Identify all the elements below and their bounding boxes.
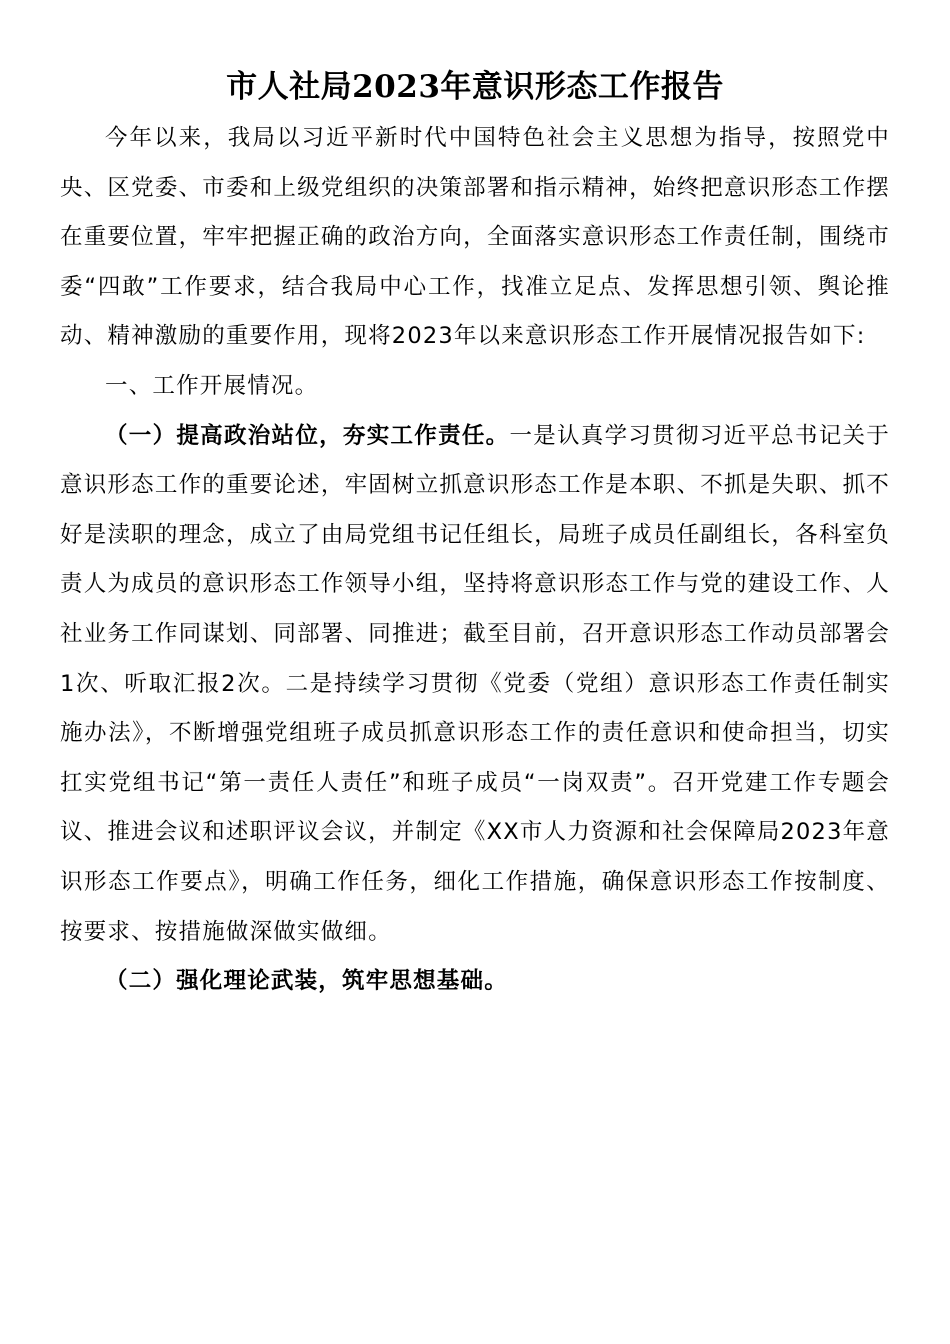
item-1-heading: （一）提高政治站位，夯实工作责任。: [105, 422, 510, 449]
item-1-paragraph: [60, 412, 890, 958]
item-1-body: 一是认真学习贯彻习近平总书记关于意识形态工作的重要论述，牢固树立抓意识形态工作是本职、不抓是失职、抓不好是渎职的理念，成立了由局党组书记任组长，局班子成员任副组长，各科室负责人为成员的意识形态工作领导小组，坚持将意识形态工作与党的建设工作、人社业务工作同谋划、同部署、同推进；截至目前，召开意识形态工作动员部署会1次、听取汇报2次。二是持续学习贯彻《党委（党组）意识形态工作责任制实施办法》，不断增强党组班子成员抓意识形态工作的责任意识和使命担当，切实扛实党组书记“第一责任人责任”和班子成员“一岗双责”。召开党建工作专题会议、推进会议和述职评议会议，并制定《XX市人力资源和社会保障局2023年意识形态工作要点》，明确工作任务，细化工作措施，确保意识形态工作按制度、按要求、按措施做深做实做细。: [60, 422, 890, 945]
document-title: 市人社局2023年意识形态工作报告: [226, 69, 724, 105]
section-heading-work-status: 一、工作开展情况。: [105, 372, 319, 399]
intro-paragraph: 今年以来，我局以习近平新时代中国特色社会主义思想为指导，按照党中央、区党委、市委和上级党组织的决策部署和指示精神，始终把意识形态工作摆在重要位置，牢牢把握正确的政治方向，全面落实意识形态工作责任制，围绕市委“四敢”工作要求，结合我局中心工作，找准立足点、发挥思想引领、舆论推动、精神激励的重要作用，现将2023年以来意识形态工作开展情况报告如下:: [60, 125, 890, 350]
document-body: [60, 114, 890, 1007]
item-2-heading: （二）强化理论武装，筑牢思想基础。: [105, 968, 508, 995]
